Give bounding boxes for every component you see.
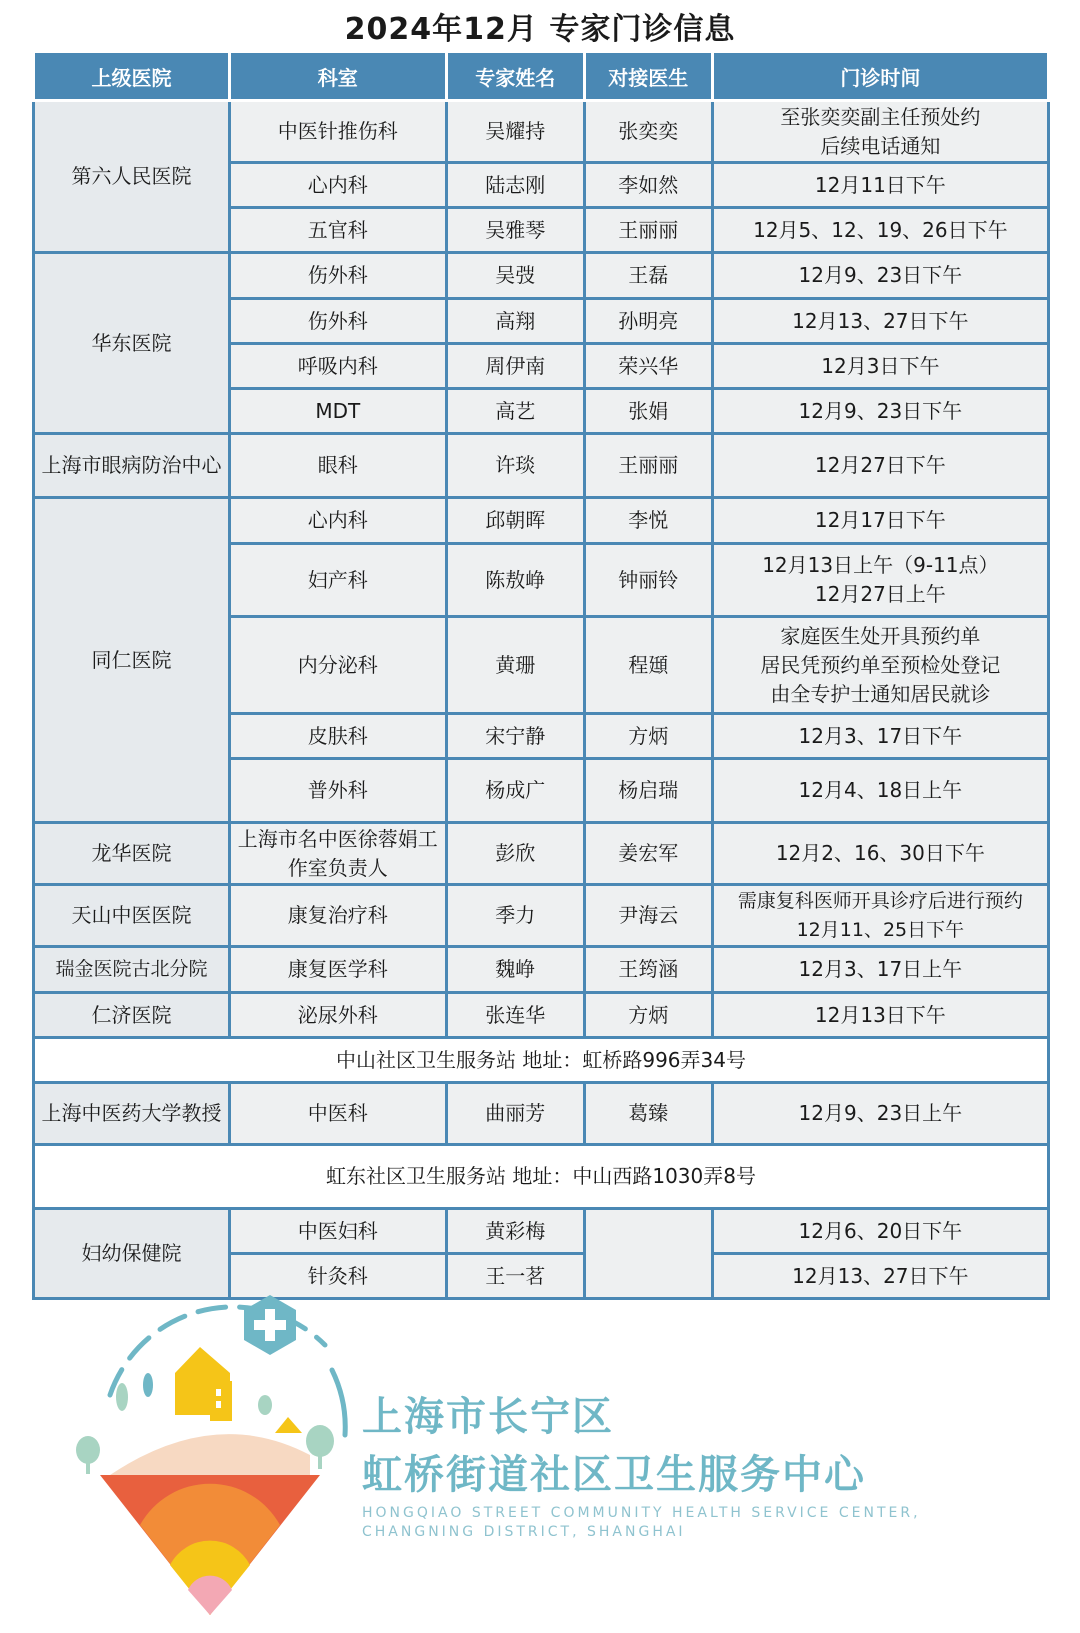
header-hospital: 上级医院 bbox=[34, 52, 230, 101]
doctor-cell: 葛臻 bbox=[584, 1083, 712, 1145]
dept-cell: 呼吸内科 bbox=[229, 344, 446, 389]
hospital-cell: 仁济医院 bbox=[34, 993, 230, 1038]
table-header-row bbox=[34, 52, 1049, 101]
expert-cell: 季力 bbox=[446, 885, 584, 947]
header-time: 门诊时间 bbox=[712, 52, 1048, 101]
org-name-line2: 虹桥街道社区卫生服务中心 bbox=[362, 1452, 866, 1498]
health-center-logo bbox=[70, 1285, 360, 1615]
expert-cell: 高艺 bbox=[446, 389, 584, 434]
table-row bbox=[34, 947, 1049, 993]
table-row bbox=[34, 1209, 1049, 1254]
dept-cell: 伤外科 bbox=[229, 253, 446, 299]
dept-cell: 康复医学科 bbox=[229, 947, 446, 993]
expert-cell: 吴雅琴 bbox=[446, 208, 584, 253]
time-cell: 12月11日下午 bbox=[712, 163, 1048, 208]
table-row bbox=[34, 1083, 1049, 1145]
doctor-cell: 王丽丽 bbox=[584, 434, 712, 498]
hospital-cell: 上海中医药大学教授 bbox=[34, 1083, 230, 1145]
time-cell: 家庭医生处开具预约单 居民凭预约单至预检处登记 由全专护士通知居民就诊 bbox=[712, 617, 1048, 714]
doctor-cell: 李如然 bbox=[584, 163, 712, 208]
station-address: 虹东社区卫生服务站 地址：中山西路1030弄8号 bbox=[34, 1145, 1049, 1209]
expert-cell: 高翔 bbox=[446, 299, 584, 344]
dept-cell: 内分泌科 bbox=[229, 617, 446, 714]
doctor-cell: 王磊 bbox=[584, 253, 712, 299]
org-name-en-line1: HONGQIAO STREET COMMUNITY HEALTH SERVICE CENTER, bbox=[362, 1505, 921, 1521]
time-cell: 12月13、27日下午 bbox=[712, 1254, 1048, 1299]
dept-cell: 皮肤科 bbox=[229, 714, 446, 759]
header-dept: 科室 bbox=[229, 52, 446, 101]
dept-cell: 普外科 bbox=[229, 759, 446, 823]
table-row bbox=[34, 498, 1049, 544]
doctor-cell bbox=[584, 1209, 712, 1299]
page-title: 2024年12月 专家门诊信息 bbox=[344, 12, 736, 47]
expert-cell: 王一茗 bbox=[446, 1254, 584, 1299]
time-cell: 12月13日下午 bbox=[712, 993, 1048, 1038]
doctor-cell: 张娟 bbox=[584, 389, 712, 434]
time-cell: 12月3日下午 bbox=[712, 344, 1048, 389]
expert-cell: 杨成广 bbox=[446, 759, 584, 823]
time-cell: 12月5、12、19、26日下午 bbox=[712, 208, 1048, 253]
time-cell: 12月17日下午 bbox=[712, 498, 1048, 544]
table-row bbox=[34, 823, 1049, 885]
hospital-cell: 龙华医院 bbox=[34, 823, 230, 885]
doctor-cell: 王丽丽 bbox=[584, 208, 712, 253]
expert-cell: 宋宁静 bbox=[446, 714, 584, 759]
header-expert: 专家姓名 bbox=[446, 52, 584, 101]
doctor-cell: 方炳 bbox=[584, 993, 712, 1038]
expert-cell: 许琰 bbox=[446, 434, 584, 498]
time-cell: 12月3、17日下午 bbox=[712, 714, 1048, 759]
dept-cell: 中医科 bbox=[229, 1083, 446, 1145]
doctor-cell: 王筠涵 bbox=[584, 947, 712, 993]
doctor-cell: 张奕奕 bbox=[584, 101, 712, 163]
table-row bbox=[34, 993, 1049, 1038]
clinic-schedule-table bbox=[32, 50, 1050, 1300]
time-cell: 12月9、23日下午 bbox=[712, 389, 1048, 434]
dept-cell: 中医妇科 bbox=[229, 1209, 446, 1254]
time-cell: 12月27日下午 bbox=[712, 434, 1048, 498]
expert-cell: 陆志刚 bbox=[446, 163, 584, 208]
dept-cell: 康复治疗科 bbox=[229, 885, 446, 947]
dept-cell: 心内科 bbox=[229, 163, 446, 208]
expert-cell: 吴耀持 bbox=[446, 101, 584, 163]
doctor-cell: 荣兴华 bbox=[584, 344, 712, 389]
station-row bbox=[34, 1038, 1049, 1083]
table-row bbox=[34, 101, 1049, 163]
time-cell: 12月9、23日下午 bbox=[712, 253, 1048, 299]
doctor-cell: 孙明亮 bbox=[584, 299, 712, 344]
time-cell: 12月6、20日下午 bbox=[712, 1209, 1048, 1254]
table-row bbox=[34, 253, 1049, 299]
expert-cell: 黄珊 bbox=[446, 617, 584, 714]
header-doctor: 对接医生 bbox=[584, 52, 712, 101]
expert-cell: 周伊南 bbox=[446, 344, 584, 389]
dept-cell: 针灸科 bbox=[229, 1254, 446, 1299]
table-row bbox=[34, 885, 1049, 947]
doctor-cell: 杨启瑞 bbox=[584, 759, 712, 823]
dept-cell: 中医针推伤科 bbox=[229, 101, 446, 163]
time-cell: 至张奕奕副主任预处约 后续电话通知 bbox=[712, 101, 1048, 163]
doctor-cell: 李悦 bbox=[584, 498, 712, 544]
time-cell: 12月13日上午（9-11点） 12月27日上午 bbox=[712, 544, 1048, 617]
time-cell: 12月4、18日上午 bbox=[712, 759, 1048, 823]
org-name-line1: 上海市长宁区 bbox=[362, 1394, 614, 1440]
expert-cell: 魏峥 bbox=[446, 947, 584, 993]
time-cell: 12月13、27日下午 bbox=[712, 299, 1048, 344]
expert-cell: 黄彩梅 bbox=[446, 1209, 584, 1254]
hospital-cell: 瑞金医院古北分院 bbox=[34, 947, 230, 993]
doctor-cell: 程頲 bbox=[584, 617, 712, 714]
hospital-cell: 天山中医医院 bbox=[34, 885, 230, 947]
dept-cell: 眼科 bbox=[229, 434, 446, 498]
expert-cell: 邱朝晖 bbox=[446, 498, 584, 544]
time-cell: 12月9、23日上午 bbox=[712, 1083, 1048, 1145]
expert-cell: 陈敖峥 bbox=[446, 544, 584, 617]
org-name-cn bbox=[362, 1388, 866, 1504]
dept-cell: 心内科 bbox=[229, 498, 446, 544]
dept-cell: 泌尿外科 bbox=[229, 993, 446, 1038]
expert-cell: 曲丽芳 bbox=[446, 1083, 584, 1145]
doctor-cell: 尹海云 bbox=[584, 885, 712, 947]
dept-cell: 五官科 bbox=[229, 208, 446, 253]
dept-cell: 妇产科 bbox=[229, 544, 446, 617]
time-cell: 需康复科医师开具诊疗后进行预约 12月11、25日下午 bbox=[712, 885, 1048, 947]
expert-cell: 张连华 bbox=[446, 993, 584, 1038]
expert-cell: 吴弢 bbox=[446, 253, 584, 299]
org-name-en-line2: CHANGNING DISTRICT, SHANGHAI bbox=[362, 1524, 686, 1540]
dept-cell: MDT bbox=[229, 389, 446, 434]
table-row bbox=[34, 434, 1049, 498]
time-cell: 12月2、16、30日下午 bbox=[712, 823, 1048, 885]
expert-cell: 彭欣 bbox=[446, 823, 584, 885]
doctor-cell: 钟丽铃 bbox=[584, 544, 712, 617]
dept-cell: 伤外科 bbox=[229, 299, 446, 344]
hospital-cell: 上海市眼病防治中心 bbox=[34, 434, 230, 498]
time-cell: 12月3、17日上午 bbox=[712, 947, 1048, 993]
station-address: 中山社区卫生服务站 地址：虹桥路996弄34号 bbox=[34, 1038, 1049, 1083]
doctor-cell: 方炳 bbox=[584, 714, 712, 759]
hospital-cell: 华东医院 bbox=[34, 253, 230, 434]
hospital-cell: 同仁医院 bbox=[34, 498, 230, 823]
org-name-en bbox=[362, 1504, 921, 1542]
dept-cell: 上海市名中医徐蓉娟工作室负责人 bbox=[229, 823, 446, 885]
hospital-cell: 第六人民医院 bbox=[34, 101, 230, 253]
doctor-cell: 姜宏军 bbox=[584, 823, 712, 885]
station-row bbox=[34, 1145, 1049, 1209]
hospital-cell: 妇幼保健院 bbox=[34, 1209, 230, 1299]
